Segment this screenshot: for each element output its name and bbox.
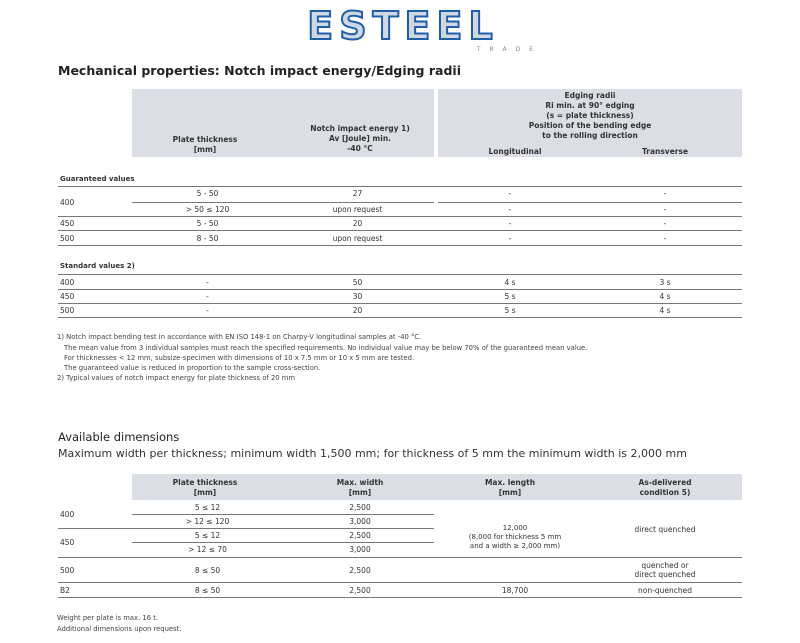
width-cell: 3,000: [349, 517, 371, 526]
footnote: 1) Notch impact bending test in accordance with EN ISO 148-1 on Charpy-V longitudinal samples at -40 °C.: [57, 333, 422, 341]
divider: [132, 542, 434, 543]
header-text: Av [Joule] min.: [328, 134, 392, 143]
transverse-cell: -: [663, 219, 667, 228]
transverse-cell: -: [663, 189, 667, 198]
divider: [132, 528, 434, 529]
header-text: Notch impact energy 1): [310, 124, 410, 133]
divider: [58, 557, 742, 558]
divider: [58, 582, 742, 583]
thickness-cell: > 12 ≤ 70: [188, 545, 227, 554]
width-cell: 2,500: [349, 586, 371, 595]
logo-subtext: TRADE: [476, 46, 542, 53]
guaranteed-values-label: Guaranteed values: [60, 175, 135, 183]
dimensions-subtitle: Maximum width per thickness; minimum width 1,500 mm; for thickness of 5 mm the minimum width is 2,000 mm: [58, 447, 687, 460]
divider: [58, 245, 742, 246]
header-plate-thickness-2: [150, 478, 260, 498]
length-text: and a width ≥ 2,000 mm): [469, 542, 561, 550]
section-title-mechanical: Mechanical properties: Notch impact energy/Edging radii: [58, 63, 461, 78]
energy-cell: 20: [352, 306, 363, 315]
width-cell: 2,500: [349, 503, 371, 512]
transverse-cell: 4 s: [659, 292, 671, 301]
header-text: [mm]: [498, 488, 522, 497]
note-weight: Weight per plate is max. 16 t.: [57, 614, 159, 622]
divider: [58, 230, 742, 231]
grade-cell: 500: [60, 566, 75, 575]
grade-cell: 450: [60, 219, 75, 228]
condition-cell: direct quenched: [634, 525, 696, 534]
energy-cell: upon request: [332, 205, 383, 214]
grade-cell: 450: [60, 538, 75, 547]
longitudinal-cell: -: [508, 189, 512, 198]
header-text: Position of the bending edge: [528, 121, 652, 130]
header-text: condition 5): [639, 488, 691, 497]
esteel-logo: [258, 4, 548, 53]
longitudinal-cell: 5 s: [504, 306, 516, 315]
header-condition: [615, 478, 715, 498]
divider: [58, 597, 742, 598]
section-title-dimensions: Available dimensions: [58, 430, 180, 444]
thickness-cell: 8 ≤ 50: [194, 586, 221, 595]
energy-cell: 30: [352, 292, 363, 301]
divider: [58, 528, 136, 529]
divider: [58, 274, 742, 275]
longitudinal-cell: 5 s: [504, 292, 516, 301]
thickness-cell: -: [206, 278, 209, 287]
width-cell: 2,500: [349, 566, 371, 575]
thickness-cell: 8 - 50: [196, 234, 219, 243]
thickness-cell: -: [206, 306, 209, 315]
thickness-cell: > 12 ≤ 120: [185, 517, 230, 526]
thickness-cell: > 50 ≤ 120: [185, 205, 230, 214]
energy-cell: 50: [352, 278, 363, 287]
length-text: 12,000: [502, 524, 528, 532]
header-text: As-delivered: [638, 478, 692, 487]
header-text: -40 °C: [347, 144, 373, 153]
header-text: [mm]: [193, 488, 217, 497]
header-notch-energy: [300, 124, 420, 154]
condition-text: direct quenched: [634, 570, 696, 579]
logo-text: ESTEEL: [258, 8, 548, 44]
divider: [58, 317, 742, 318]
grade-cell: B2: [60, 586, 70, 595]
header-max-width: [310, 478, 410, 498]
energy-cell: upon request: [332, 234, 383, 243]
transverse-cell: -: [663, 205, 667, 214]
grade-cell: 400: [60, 198, 75, 207]
thickness-cell: 8 ≤ 50: [194, 566, 221, 575]
header-text: to the rolling direction: [542, 131, 638, 140]
header-text: [mm]: [193, 145, 217, 154]
divider: [438, 202, 742, 203]
longitudinal-cell: 4 s: [504, 278, 516, 287]
transverse-cell: -: [663, 234, 667, 243]
length-text: (8,000 for thickness 5 mm: [468, 533, 562, 541]
grade-cell: 500: [60, 306, 75, 315]
longitudinal-cell: -: [508, 219, 512, 228]
grade-cell: 500: [60, 234, 75, 243]
header-edging-radii: [470, 91, 710, 141]
energy-cell: 27: [352, 189, 363, 198]
header-plate-thickness: [150, 135, 260, 155]
thickness-cell: -: [206, 292, 209, 301]
transverse-cell: 4 s: [659, 306, 671, 315]
header-text: Ri min. at 90° edging: [545, 101, 635, 110]
longitudinal-cell: -: [508, 205, 512, 214]
header-transverse: Transverse: [641, 147, 689, 156]
grade-cell: 400: [60, 278, 75, 287]
grade-cell: 450: [60, 292, 75, 301]
divider: [132, 514, 434, 515]
footnote: The mean value from 3 individual samples must reach the specified requirements. No individual value may be below 70% of the guaranteed mean value.: [64, 344, 588, 352]
divider: [58, 303, 742, 304]
condition-cell: [610, 561, 720, 579]
header-longitudinal: Longitudinal: [488, 147, 542, 156]
grade-cell: 400: [60, 510, 75, 519]
thickness-cell: 5 ≤ 12: [194, 503, 221, 512]
condition-cell: non-quenched: [638, 586, 692, 595]
transverse-cell: 3 s: [659, 278, 671, 287]
divider: [58, 186, 742, 187]
header-text: Max. length: [484, 478, 536, 487]
divider: [132, 202, 434, 203]
footnote: For thicknesses < 12 mm, subsize-specimen with dimensions of 10 x 7.5 mm or 10 x 5 mm are tested.: [64, 354, 415, 362]
energy-cell: 20: [352, 219, 363, 228]
header-text: Plate thickness: [172, 135, 238, 144]
note-additional: Additional dimensions upon request.: [57, 625, 182, 633]
header-text: [mm]: [348, 488, 372, 497]
footnote: 2) Typical values of notch impact energy for plate thickness of 20 mm: [57, 374, 296, 382]
header-text: (s = plate thickness): [546, 111, 634, 120]
divider: [58, 289, 742, 290]
width-cell: 2,500: [349, 531, 371, 540]
header-text: Plate thickness: [172, 478, 238, 487]
width-cell: 3,000: [349, 545, 371, 554]
thickness-cell: 5 - 50: [196, 219, 219, 228]
header-text: Edging radii: [564, 91, 616, 100]
header-max-length: [460, 478, 560, 498]
max-length-merged: [460, 524, 570, 551]
header-text: Max. width: [336, 478, 384, 487]
thickness-cell: 5 ≤ 12: [194, 531, 221, 540]
condition-text: quenched or: [641, 561, 689, 570]
length-cell: 18,700: [501, 586, 529, 595]
standard-values-label: Standard values 2): [60, 262, 135, 270]
longitudinal-cell: -: [508, 234, 512, 243]
divider: [58, 216, 742, 217]
footnote: The guaranteed value is reduced in proportion to the sample cross-section.: [64, 364, 321, 372]
thickness-cell: 5 - 50: [196, 189, 219, 198]
